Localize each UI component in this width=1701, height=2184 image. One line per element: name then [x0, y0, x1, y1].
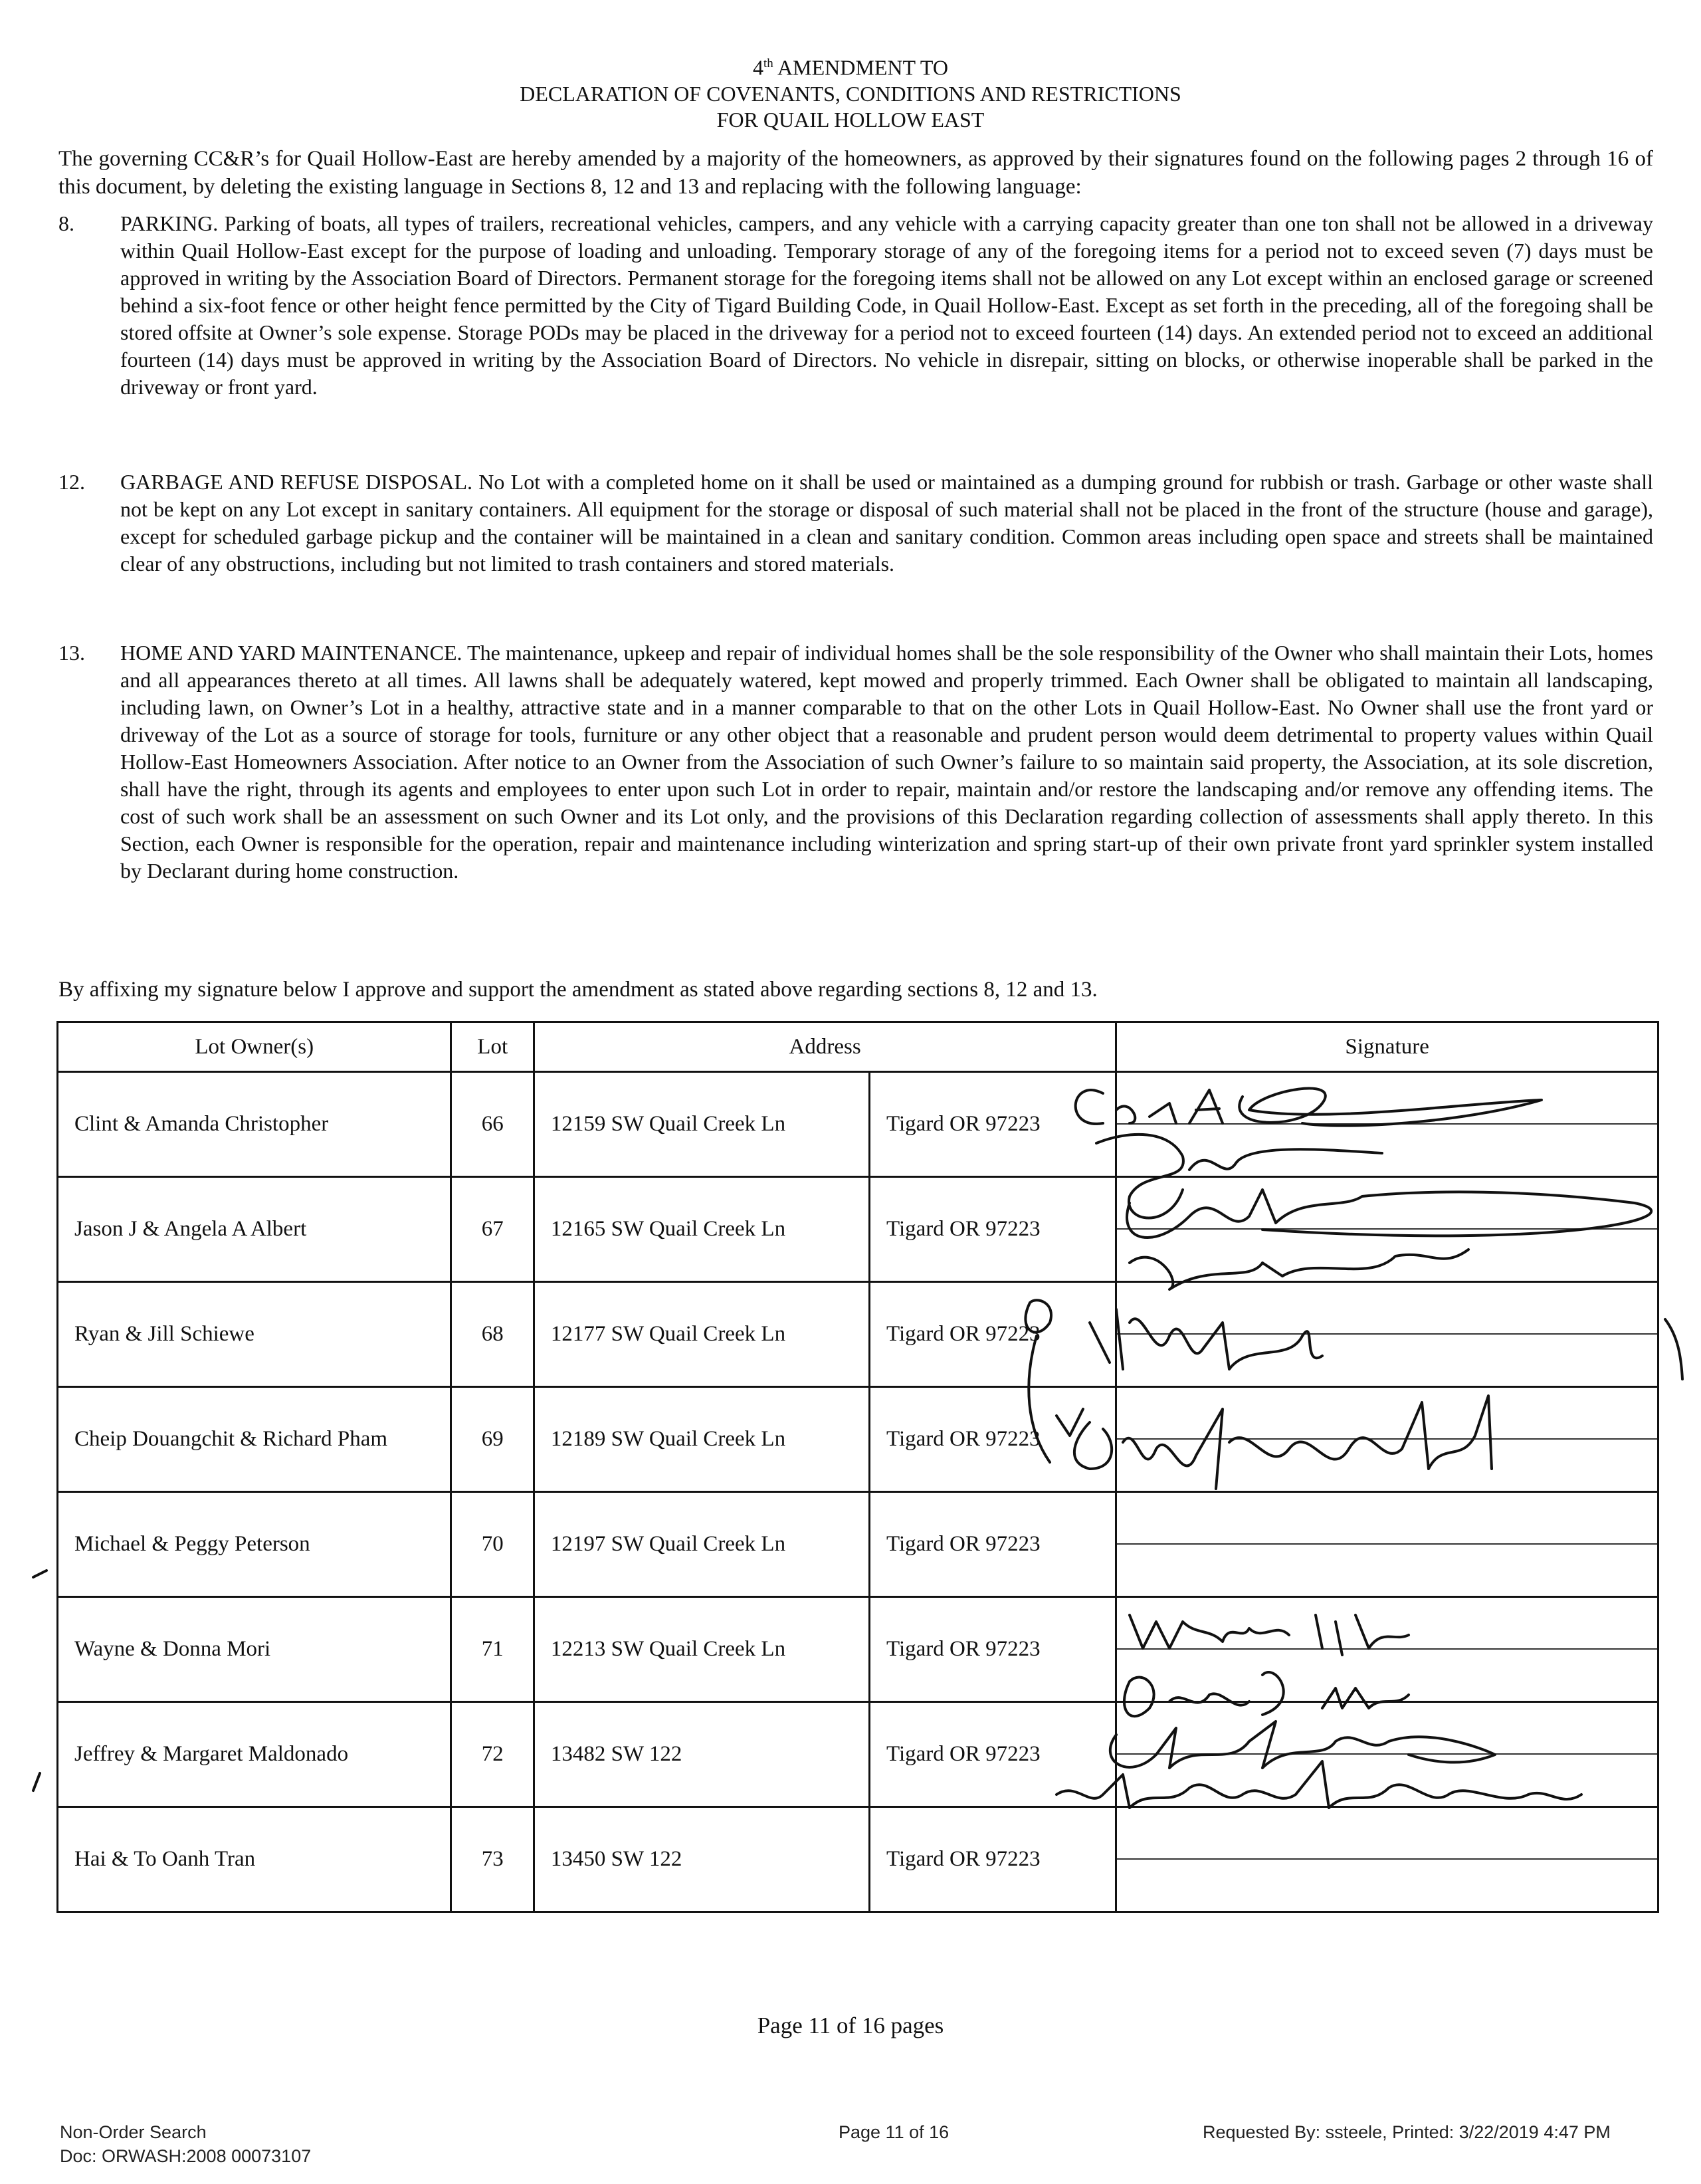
street-cell: 12213 SW Quail Creek Ln	[534, 1597, 869, 1702]
lot-cell: 66	[451, 1072, 534, 1177]
section-text: HOME AND YARD MAINTENANCE. The maintenance, upkeep and repair of individual homes shall be the sole responsibility of the Owner who shall maintain their Lots, homes and all appearances thereto at all times. All lawns shall be adequately watered, kept mowed and properly trimmed. Each Owner shall be obligated to maintain all landscaping, including lawn, on Owner’s Lot in a healthy, attractive state and in a manner comparable to that on the other Lots in Quail Hollow-East. No Owner shall use the front yard or driveway of the Lot as a source of storage for tools, furniture or any other object that a reasonable and prudent person would deem detrimental to property values within Quail Hollow-East Homeowners Association. After notice to an Owner from the Association of such Owner’s failure to so maintain said property, the Association, at its sole discretion, shall have the right, through its agents and employees to enter upon such Lot in order to repair, maintain and/or restore the landscaping and/or remove any offending items. The cost of such work shall be an assessment on such Owner and its Lot only, and the provisions of this Declaration regarding collection of assessments shall apply thereto. In this Section, each Owner is responsible for the operation, repair and maintenance including winterization and spring start-up of their own private front yard sprinkler system installed by Declarant during home construction.	[120, 641, 1653, 883]
footer-left	[60, 2120, 311, 2168]
margin-bracket	[1665, 1319, 1682, 1379]
title-ordinal: 4	[753, 55, 764, 80]
signature-line	[1117, 1123, 1657, 1125]
section-13	[58, 639, 1653, 885]
table-row	[58, 1282, 1658, 1387]
city-cell: Tigard OR 97223	[869, 1282, 1116, 1387]
city-cell: Tigard OR 97223	[869, 1597, 1116, 1702]
section-number: 13.	[58, 641, 85, 665]
affirmation-statement: By affixing my signature below I approve and support the amendment as stated above regarding sections 8, 12 and 13.	[58, 978, 1098, 1002]
section-number: 12.	[58, 470, 85, 494]
table-row	[58, 1597, 1658, 1702]
owner-cell: Jason J & Angela A Albert	[58, 1177, 451, 1282]
owner-cell: Jeffrey & Margaret Maldonado	[58, 1702, 451, 1807]
lot-owner-table	[56, 1021, 1659, 1913]
title-line-1-text: AMENDMENT TO	[773, 55, 948, 80]
city-cell: Tigard OR 97223	[869, 1177, 1116, 1282]
section-number: 8.	[58, 211, 74, 235]
header-address: Address	[534, 1022, 1116, 1072]
city-cell: Tigard OR 97223	[869, 1492, 1116, 1597]
signature-cell[interactable]	[1116, 1702, 1658, 1807]
city-cell: Tigard OR 97223	[869, 1702, 1116, 1807]
section-text: PARKING. Parking of boats, all types of trailers, recreational vehicles, campers, and any vehicle with a carrying capacity greater than one ton shall not be allowed in a driveway within Quail Hollow-East except for the purpose of loading and unloading. Temporary storage of any of the foregoing items for a period not to exceed seven (7) days must be approved in writing by the Association Board of Directors. Permanent storage for the foregoing items shall not be allowed on any Lot except within an enclosed garage or screened behind a six-foot fence or other height fence permitted by the City of Tigard Building Code, in Quail Hollow-East. Except as set forth in the preceding, all of the foregoing shall be stored offsite at Owner’s sole expense. Storage PODs may be placed in the driveway for a period not to exceed fourteen (14) days. An extended period not to exceed an additional fourteen (14) days must be approved in writing by the Association Board of Directors. No vehicle in disrepair, sitting on blocks, or otherwise inoperable shall be parked in the driveway or front yard.	[120, 211, 1653, 399]
lot-cell: 71	[451, 1597, 534, 1702]
lot-cell: 72	[451, 1702, 534, 1807]
signature-line	[1117, 1438, 1657, 1440]
page-number: Page 11 of 16 pages	[757, 2013, 944, 2038]
signature-cell[interactable]	[1116, 1597, 1658, 1702]
footer-page: Page 11 of 16	[839, 2122, 950, 2142]
street-cell: 12177 SW Quail Creek Ln	[534, 1282, 869, 1387]
lot-cell: 70	[451, 1492, 534, 1597]
title-ordinal-suffix: th	[763, 56, 773, 70]
title-line-3: FOR QUAIL HOLLOW EAST	[716, 107, 985, 132]
section-12	[58, 469, 1653, 578]
owner-cell: Michael & Peggy Peterson	[58, 1492, 451, 1597]
signature-line	[1117, 1753, 1657, 1755]
owner-cell: Hai & To Oanh Tran	[58, 1807, 451, 1912]
signature-cell[interactable]	[1116, 1387, 1658, 1492]
city-cell: Tigard OR 97223	[869, 1807, 1116, 1912]
footer-search-type: Non-Order Search	[60, 2122, 207, 2142]
signature-line	[1117, 1858, 1657, 1860]
street-cell: 13482 SW 122	[534, 1702, 869, 1807]
street-cell: 13450 SW 122	[534, 1807, 869, 1912]
title-line-2: DECLARATION OF COVENANTS, CONDITIONS AND RESTRICTIONS	[520, 81, 1181, 106]
owner-cell: Ryan & Jill Schiewe	[58, 1282, 451, 1387]
title-line-1	[0, 51, 1701, 81]
signature-line	[1117, 1228, 1657, 1230]
street-cell: 12189 SW Quail Creek Ln	[534, 1387, 869, 1492]
lot-cell: 67	[451, 1177, 534, 1282]
owner-cell: Cheip Douangchit & Richard Pham	[58, 1387, 451, 1492]
margin-tick-mark	[33, 1571, 47, 1791]
lot-cell: 73	[451, 1807, 534, 1912]
table-row	[58, 1177, 1658, 1282]
section-text: GARBAGE AND REFUSE DISPOSAL. No Lot with a completed home on it shall be used or maintained as a dumping ground for rubbish or trash. Garbage or other waste shall not be kept on any Lot except in sanitary containers. All equipment for the storage or disposal of such material shall not be placed in the front of the structure (house and garage), except for scheduled garbage pickup and the container will be maintained in a clean and sanitary condition. Common areas including open space and streets shall be maintained clear of any obstructions, including but not limited to trash containers and stored materials.	[120, 470, 1653, 576]
signature-cell[interactable]	[1116, 1072, 1658, 1177]
signature-cell[interactable]	[1116, 1282, 1658, 1387]
header-lot-owners: Lot Owner(s)	[58, 1022, 451, 1072]
intro-paragraph: The governing CC&R’s for Quail Hollow-East are hereby amended by a majority of the homeowners, as approved by their signatures found on the following pages 2 through 16 of this document, by deleting the existing language in Sections 8, 12 and 13 and replacing with the following language:	[58, 147, 1653, 199]
street-cell: 12197 SW Quail Creek Ln	[534, 1492, 869, 1597]
lot-cell: 69	[451, 1387, 534, 1492]
lot-cell: 68	[451, 1282, 534, 1387]
owner-cell: Wayne & Donna Mori	[58, 1597, 451, 1702]
street-cell: 12165 SW Quail Creek Ln	[534, 1177, 869, 1282]
table-row	[58, 1702, 1658, 1807]
signature-cell[interactable]	[1116, 1807, 1658, 1912]
table-row	[58, 1492, 1658, 1597]
signature-cell[interactable]	[1116, 1177, 1658, 1282]
table-row	[58, 1387, 1658, 1492]
section-8	[58, 210, 1653, 401]
table-row	[58, 1072, 1658, 1177]
header-lot: Lot	[451, 1022, 534, 1072]
header-signature: Signature	[1116, 1022, 1658, 1072]
document-title	[0, 51, 1701, 133]
signature-line	[1117, 1648, 1657, 1650]
street-cell: 12159 SW Quail Creek Ln	[534, 1072, 869, 1177]
city-cell: Tigard OR 97223	[869, 1387, 1116, 1492]
signature-line	[1117, 1543, 1657, 1545]
footer-requested-by: Requested By: ssteele, Printed: 3/22/2019 4:47 PM	[1203, 2122, 1611, 2142]
footer-doc-id: Doc: ORWASH:2008 00073107	[60, 2146, 312, 2166]
city-cell: Tigard OR 97223	[869, 1072, 1116, 1177]
table-row	[58, 1807, 1658, 1912]
table-header-row	[58, 1022, 1658, 1072]
signature-cell[interactable]	[1116, 1492, 1658, 1597]
signature-line	[1117, 1333, 1657, 1335]
owner-cell: Clint & Amanda Christopher	[58, 1072, 451, 1177]
